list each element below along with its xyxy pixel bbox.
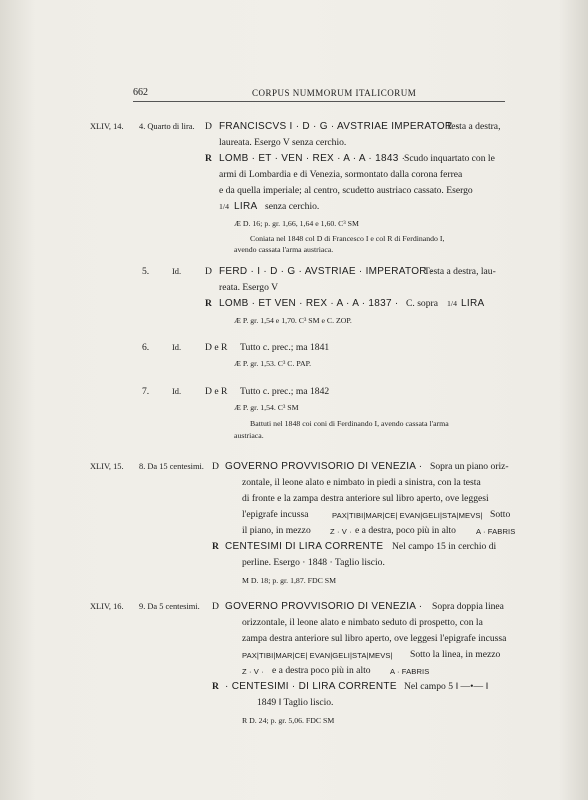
reverse-legend: · CENTESIMI · DI LIRA CORRENTE	[225, 681, 397, 692]
specimen-meta: Æ P. gr. 1,54. C³ SM	[234, 403, 299, 412]
entry-number: 5.	[142, 266, 150, 277]
entry-title: 8. Da 15 centesimi.	[139, 462, 204, 471]
description-text: Sotto la linea, in mezzo	[410, 649, 501, 660]
reverse-legend: LOMB · ET VEN · REX · A · A · 1837 ·	[219, 298, 399, 309]
obverse-legend: GOVERNO PROVVISORIO DI VENEZIA ·	[225, 461, 423, 472]
running-title: CORPUS NUMMORUM ITALICORUM	[252, 88, 417, 98]
description-text: Tutto c. prec.; ma 1842	[240, 386, 330, 397]
fraction: 1/4	[447, 299, 457, 308]
epigraph: PAX|TIBI|MAR|CE| EVAN|GELI|STA|MEVS|	[242, 651, 393, 660]
description-text: 1849 ‖ Taglio liscio.	[257, 697, 334, 708]
plate-ref: XLIV, 14.	[90, 122, 124, 131]
note: avendo cassata l'arma austriaca.	[234, 245, 334, 254]
header-rule	[133, 101, 505, 102]
reverse-legend: CENTESIMI DI LIRA CORRENTE	[225, 541, 384, 552]
reverse-mark: R	[212, 541, 219, 552]
description-text: reata. Esergo V	[219, 282, 279, 293]
entry-title: 4. Quarto di lira.	[139, 122, 195, 131]
description-text: di fronte e la zampa destra anteriore sul libro aperto, ove leggesi	[242, 493, 489, 504]
description-text: Sotto	[490, 509, 511, 520]
description-text: laureata. Esergo V senza cerchio.	[219, 137, 347, 148]
description-text: l'epigrafe incussa	[242, 509, 309, 520]
description-text: Sopra un piano oriz-	[430, 461, 509, 472]
obverse-legend: GOVERNO PROVVISORIO DI VENEZIA ·	[225, 601, 423, 612]
description-text: zampa destra anteriore sul libro aperto, ove leggesi l'epigrafe incussa	[242, 633, 507, 644]
entry-number: 7.	[142, 386, 150, 397]
engraver-signature: A · FABRIS	[390, 667, 430, 676]
description-text: Testa a destra,	[446, 121, 501, 132]
description-text: Sopra doppia linea	[432, 601, 504, 612]
epigraph-letters: Z · V ·	[330, 527, 352, 536]
description-text: Nel campo 5 ‖ —•— ‖	[404, 681, 489, 692]
specimen-meta: Æ P. gr. 1,54 e 1,70. C³ SM e C. ZOP.	[234, 316, 352, 325]
entry-title: 9. Da 5 centesimi.	[139, 602, 200, 611]
specimen-meta: R D. 24; p. gr. 5,06. FDC SM	[242, 716, 335, 725]
fraction: 1/4	[219, 202, 229, 211]
obverse-mark: D	[205, 266, 212, 277]
engraver-signature: A · FABRIS	[476, 527, 516, 536]
die-marks: D e R	[205, 342, 228, 353]
reverse-mark: R	[212, 681, 219, 692]
specimen-meta: M D. 18; p. gr. 1,87. FDC SM	[242, 576, 337, 585]
note: Coniata nel 1848 col D di Francesco I e col R di Ferdinando I,	[250, 234, 445, 243]
note: austriaca.	[234, 431, 264, 440]
description-text: Scudo inquartato con le	[404, 153, 495, 164]
obverse-legend: FERD · I · D · G · AVSTRIAE · IMPERATOR ·	[219, 266, 434, 277]
description-text: C. sopra	[406, 298, 438, 309]
description-text: Tutto c. prec.; ma 1841	[240, 342, 330, 353]
description-text: Testa a destra, lau-	[424, 266, 496, 277]
description-text: orizzontale, il leone alato e nimbato seduto di prospetto, con la	[242, 617, 483, 628]
obverse-mark: D	[212, 461, 219, 472]
reverse-mark: R	[205, 298, 212, 309]
obverse-mark: D	[205, 121, 212, 132]
entry-id: Id.	[172, 267, 182, 276]
epigraph-letters: Z · V ·	[242, 667, 264, 676]
description-text: Nel campo 15 in cerchio di	[392, 541, 497, 552]
description-text: armi di Lombardia e di Venezia, sormontato dalla corona ferrea	[219, 169, 463, 180]
entry-id: Id.	[172, 387, 182, 396]
description-text: zontale, il leone alato e nimbato in piedi a sinistra, con la testa	[242, 477, 481, 488]
description-text: senza cerchio.	[265, 201, 320, 212]
specimen-meta: Æ D. 16; p. gr. 1,66, 1,64 e 1,60. C³ SM	[234, 219, 359, 228]
entry-number: 6.	[142, 342, 150, 353]
obverse-mark: D	[212, 601, 219, 612]
obverse-legend: FRANCISCVS I · D · G · AVSTRIAE IMPERATOR ·	[219, 121, 460, 132]
description-text: e da quella imperiale; al centro, scudetto austriaco cassato. Esergo	[219, 185, 473, 196]
plate-ref: XLIV, 15.	[90, 462, 124, 471]
description-text: perline. Esergo · 1848 · Taglio liscio.	[242, 557, 385, 568]
specimen-meta: Æ P. gr. 1,53. C³ C. PAP.	[234, 359, 312, 368]
description-text: e a destra, poco più in alto	[355, 525, 456, 536]
plate-ref: XLIV, 16.	[90, 602, 124, 611]
reverse-legend: LOMB · ET · VEN · REX · A · A · 1843 ·	[219, 153, 406, 164]
reverse-mark: R	[205, 153, 212, 164]
denomination-legend: LIRA	[461, 298, 485, 309]
epigraph: PAX|TIBI|MAR|CE| EVAN|GELI|STA|MEVS|	[332, 511, 483, 520]
page-number: 662	[133, 87, 148, 98]
note: Battuti nel 1848 coi coni di Ferdinando I, avendo cassata l'arma	[250, 419, 449, 428]
die-marks: D e R	[205, 386, 228, 397]
description-text: il piano, in mezzo	[242, 525, 311, 536]
denomination-legend: LIRA	[234, 201, 258, 212]
entry-id: Id.	[172, 343, 182, 352]
description-text: e a destra poco più in alto	[272, 665, 371, 676]
